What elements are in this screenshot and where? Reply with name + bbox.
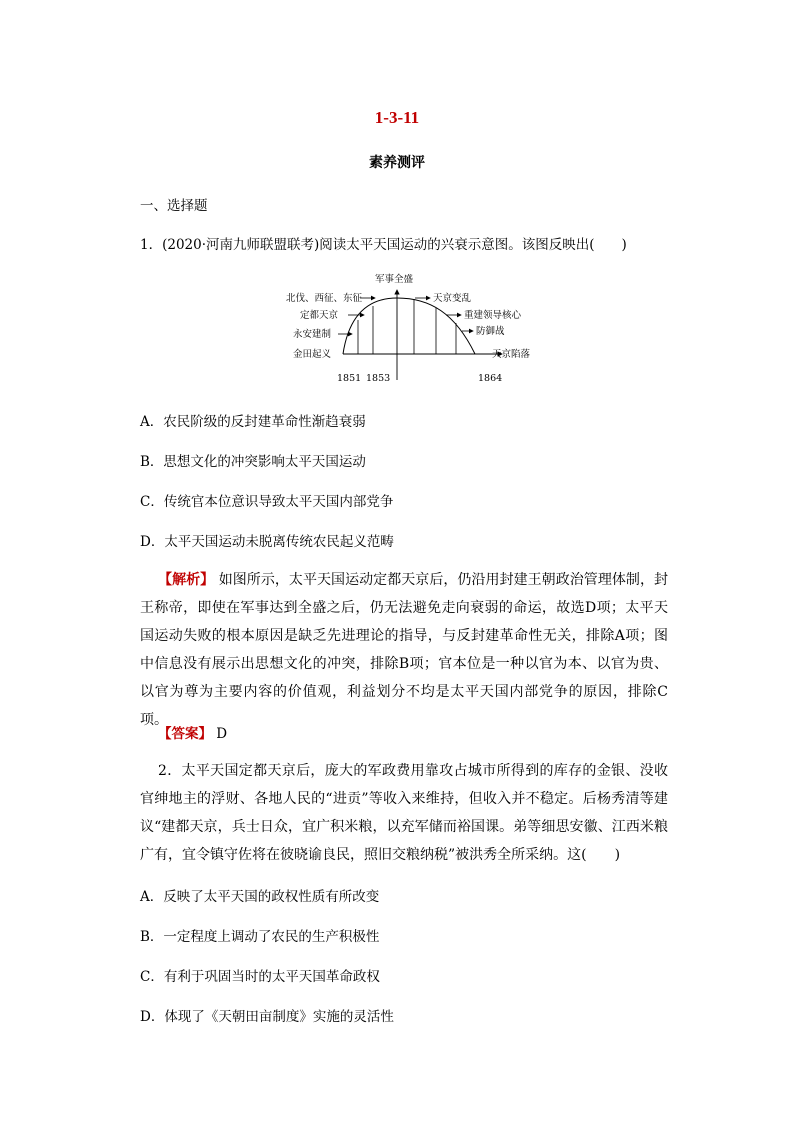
analysis-tag: 【解析】 <box>158 572 215 588</box>
q1-option-d: D．太平天国运动未脱离传统农民起义范畴 <box>140 534 394 550</box>
label-right-1: 天京变乱 <box>433 293 472 304</box>
label-right-3: 防御战 <box>476 326 505 337</box>
year-1864: 1864 <box>478 373 503 384</box>
label-right-4: 天京陷落 <box>492 349 530 360</box>
question-2-text: 2．太平天国定都天京后，庞大的军政费用靠攻占城市所得到的库存的金银、没收官绅地主的浮财、各地人民的“进贡”等收入来维持，但收入并不稳定。后杨秀清等建议“建都天京，兵士日众，宜广积米粮，以充军储而裕国课。弟等细思安徽、江西米粮广有，宜令镇守佐将在彼晓谕良民，照旧交粮纳税”被洪秀全所采纳。这( ) <box>140 763 668 863</box>
year-1851: 1851 <box>337 373 362 384</box>
question-1-stem: 1．(2020·河南九师联盟联考)阅读太平天国运动的兴衰示意图。该图反映出( ) <box>140 237 627 253</box>
q1-option-b: B．思想文化的冲突影响太平天国运动 <box>140 454 366 470</box>
analysis-text: 如图所示，太平天国运动定都天京后，仍沿用封建王朝政治管理体制，封王称帝，即使在军事达到全盛之后，仍无法避免走向衰弱的命运，故选D项；太平天国运动失败的根本原因是缺乏先进理论的指导，与反封建革命性无关，排除A项；图中信息没有展示出思想文化的冲突，排除B项；官本位是一种以官为本、以官为贵、以官为尊为主要内容的价值观，利益划分不均是太平天国内部党争的原因，排除C项。 <box>140 572 669 728</box>
q2-option-c: C．有利于巩固当时的太平天国革命政权 <box>140 969 380 985</box>
answer-value: D <box>216 726 228 742</box>
section-heading: 一、选择题 <box>140 198 208 214</box>
year-1853: 1853 <box>366 373 391 384</box>
taiping-rise-fall-diagram <box>280 268 530 388</box>
label-top: 军事全盛 <box>375 274 414 285</box>
q2-option-d: D．体现了《天朝田亩制度》实施的灵活性 <box>140 1009 394 1025</box>
question-2-stem <box>140 757 668 869</box>
label-left-2: 定都天京 <box>300 310 339 321</box>
q1-analysis <box>140 566 668 734</box>
q2-option-a: A．反映了太平天国的政权性质有所改变 <box>140 889 380 905</box>
q2-option-b: B．一定程度上调动了农民的生产积极性 <box>140 929 380 945</box>
label-right-2: 重建领导核心 <box>464 310 522 321</box>
q1-option-a: A．农民阶级的反封建革命性渐趋衰弱 <box>140 414 366 430</box>
rise-fall-curve <box>343 298 475 354</box>
label-left-1: 北伐、西征、东征 <box>286 293 363 304</box>
label-left-3: 永安建制 <box>293 329 332 340</box>
section-subtitle: 素养测评 <box>369 155 425 171</box>
q1-option-c: C．传统官本位意识导致太平天国内部党争 <box>140 494 394 510</box>
label-left-4: 金田起义 <box>293 349 332 360</box>
page-title: 1-3-11 <box>374 108 420 127</box>
q1-answer <box>158 722 227 742</box>
answer-tag: 【答案】 <box>158 726 212 742</box>
